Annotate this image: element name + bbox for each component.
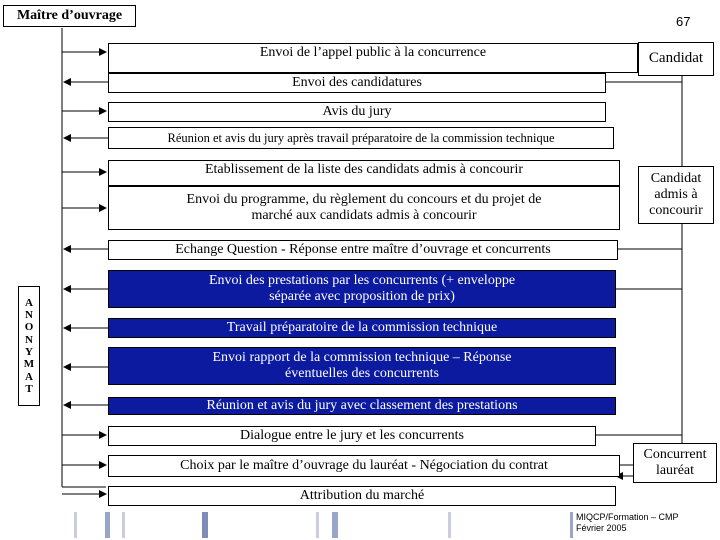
footer-decoration	[70, 510, 570, 538]
step-label: Envoi du programme, du règlement du concours et du projet de marché aux candidats admis à concourir	[186, 191, 542, 223]
step-dialogue-jury	[108, 426, 596, 446]
candidat-label: Candidat	[648, 50, 704, 67]
maitre-ouvrage-box	[3, 5, 136, 27]
step-label: Envoi des prestations par les concurrents (+ enveloppe séparée avec proposition de prix)	[208, 272, 516, 304]
step-rapport-commission	[108, 347, 616, 385]
step-label: Envoi rapport de la commission technique – Réponse éventuelles des concurrents	[212, 349, 512, 381]
step-label: Envoi des candidatures	[292, 74, 422, 90]
anonymat-letter: Y	[25, 346, 33, 358]
step-travail-commission	[108, 318, 616, 338]
step-choix-laureat	[108, 455, 620, 477]
anonymat-letter: A	[25, 296, 33, 309]
concurrent-laureat-box	[633, 443, 717, 483]
step-appel-public	[108, 43, 638, 73]
step-label: Dialogue entre le jury et les concurrents	[240, 427, 464, 443]
page-number: 67	[676, 14, 691, 29]
footer-line-2: Février 2005	[576, 523, 627, 534]
step-label: Avis du jury	[322, 103, 392, 119]
step-label: Etablissement de la liste des candidats admis à concourir	[204, 161, 523, 177]
anonymat-letter: M	[23, 358, 35, 371]
anonymat-letter: A	[25, 370, 33, 383]
step-label: Envoi de l’appel public à la concurrence	[259, 44, 487, 60]
step-label: Travail préparatoire de la commission technique	[226, 319, 498, 335]
step-label: Choix par le maître d’ouvrage du lauréat - Négociation du contrat	[180, 457, 548, 473]
step-attribution-marche	[108, 486, 616, 506]
step-label: Echange Question - Réponse entre maître d’ouvrage et concurrents	[175, 241, 551, 257]
candidat-box	[638, 42, 714, 76]
step-label: Attribution du marché	[299, 487, 425, 503]
step-reunion-classement	[108, 397, 616, 415]
step-label: Réunion et avis du jury après travail préparatoire de la commission technique	[167, 130, 555, 145]
anonymat-letter: N	[25, 309, 33, 322]
step-envoi-prestations	[108, 270, 616, 308]
anonymat-letter: N	[25, 333, 33, 346]
footer-credit	[576, 512, 679, 535]
step-echange-question	[108, 240, 618, 260]
concurrent-laureat-label: Concurrent lauréat	[643, 446, 707, 478]
footer-line-1: MIQCP/Formation – CMP	[576, 512, 679, 522]
candidat-admis-box	[638, 166, 714, 224]
candidat-admis-label: Candidat admis à concourir	[649, 170, 703, 219]
step-liste-candidats	[108, 160, 620, 186]
anonymat-box	[18, 286, 40, 406]
step-avis-jury	[108, 102, 606, 122]
step-label: Réunion et avis du jury avec classement des prestations	[206, 397, 518, 413]
step-reunion-avis-jury	[108, 127, 614, 149]
anonymat-letter: T	[25, 382, 33, 395]
anonymat-letter: O	[24, 321, 34, 334]
step-envoi-candidatures	[108, 73, 606, 93]
maitre-ouvrage-label: Maître d’ouvrage	[16, 7, 123, 23]
step-envoi-programme	[108, 186, 620, 230]
